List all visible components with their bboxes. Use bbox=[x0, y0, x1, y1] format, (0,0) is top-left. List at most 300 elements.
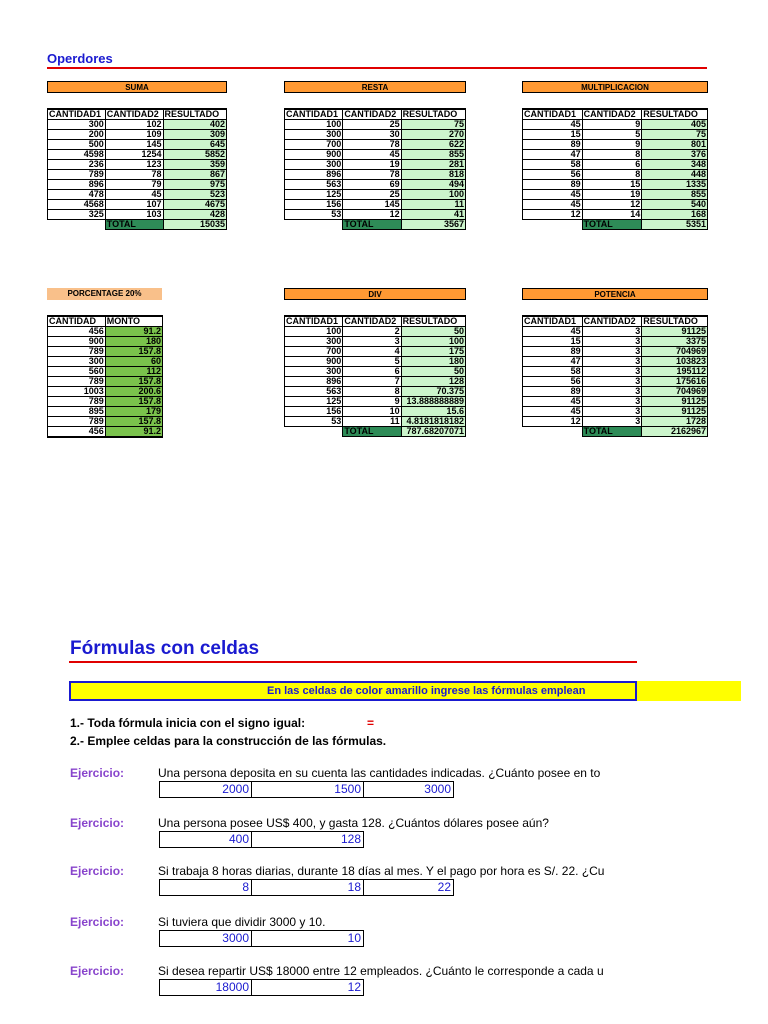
table-row bbox=[523, 120, 708, 130]
table-row bbox=[48, 180, 227, 190]
table-cell[interactable]: 109 bbox=[105, 130, 163, 140]
table-row bbox=[285, 180, 466, 190]
table-row bbox=[523, 367, 708, 377]
column-header: RESULTADO bbox=[642, 109, 708, 120]
porcentage-table bbox=[47, 315, 163, 438]
table-cell[interactable]: 12 bbox=[523, 210, 583, 220]
table-row bbox=[48, 347, 163, 357]
table-cell[interactable]: 704969 bbox=[642, 387, 708, 397]
table-cell[interactable]: 45 bbox=[523, 407, 583, 417]
table-cell[interactable]: 405 bbox=[642, 120, 708, 130]
porcentage-header: PORCENTAGE 20% bbox=[47, 288, 162, 300]
table-cell[interactable]: 4 bbox=[343, 347, 401, 357]
formulas-underline bbox=[69, 661, 637, 663]
table-cell[interactable]: 5852 bbox=[163, 150, 227, 160]
potencia-table bbox=[522, 315, 708, 437]
table-cell[interactable]: 128 bbox=[401, 377, 465, 387]
table-row bbox=[48, 210, 227, 220]
column-header: CANTIDAD1 bbox=[285, 109, 343, 120]
table-row bbox=[285, 417, 466, 427]
table-cell[interactable]: 30 bbox=[343, 130, 401, 140]
table-cell[interactable]: 89 bbox=[523, 347, 583, 357]
table-row bbox=[48, 170, 227, 180]
table-cell[interactable]: 45 bbox=[523, 327, 583, 337]
table-cell[interactable]: 175 bbox=[401, 347, 465, 357]
table-cell[interactable]: 5 bbox=[343, 357, 401, 367]
table-row bbox=[48, 190, 227, 200]
table-row bbox=[285, 377, 466, 387]
table-cell[interactable]: 4568 bbox=[48, 200, 106, 210]
table-cell[interactable]: 157.8 bbox=[105, 377, 162, 387]
table-cell[interactable]: 200.6 bbox=[105, 387, 162, 397]
header-row bbox=[285, 109, 466, 120]
table-cell[interactable]: 4.8181818182 bbox=[401, 417, 465, 427]
table-cell[interactable]: 58 bbox=[523, 160, 583, 170]
table-row bbox=[285, 130, 466, 140]
table-cell[interactable]: 47 bbox=[523, 150, 583, 160]
equal-sign: = bbox=[367, 716, 375, 730]
exercise-label: Ejercicio: bbox=[70, 864, 125, 878]
table-cell[interactable]: 789 bbox=[48, 170, 106, 180]
table-row bbox=[285, 190, 466, 200]
table-cell[interactable]: 13.888888889 bbox=[401, 397, 465, 407]
table-cell[interactable]: 78 bbox=[105, 170, 163, 180]
table-cell[interactable]: 8 bbox=[343, 387, 401, 397]
total-row bbox=[523, 220, 708, 230]
table-cell[interactable]: 89 bbox=[523, 140, 583, 150]
column-header: CANTIDAD1 bbox=[285, 316, 343, 327]
header-row bbox=[523, 316, 708, 327]
table-cell[interactable]: 45 bbox=[105, 190, 163, 200]
table-cell[interactable]: 103823 bbox=[642, 357, 708, 367]
table-cell[interactable]: 359 bbox=[163, 160, 227, 170]
table-cell[interactable]: 89 bbox=[523, 387, 583, 397]
column-header: CANTIDAD2 bbox=[582, 109, 642, 120]
table-cell[interactable]: 704969 bbox=[642, 347, 708, 357]
total-value[interactable]: 2162967 bbox=[642, 427, 708, 437]
table-cell[interactable]: 19 bbox=[582, 190, 642, 200]
table-cell[interactable]: 456 bbox=[48, 427, 106, 438]
table-cell[interactable]: 15 bbox=[582, 180, 642, 190]
table-cell[interactable]: 900 bbox=[285, 357, 343, 367]
table-cell[interactable]: 56 bbox=[523, 170, 583, 180]
exercise-cells bbox=[159, 930, 364, 947]
table-cell[interactable]: 100 bbox=[285, 120, 343, 130]
table-cell[interactable]: 3 bbox=[582, 357, 642, 367]
table-cell[interactable]: 523 bbox=[163, 190, 227, 200]
table-cell[interactable]: 3 bbox=[582, 397, 642, 407]
table-cell[interactable]: 9 bbox=[582, 120, 642, 130]
table-cell[interactable]: 125 bbox=[285, 397, 343, 407]
table-cell[interactable]: 179 bbox=[105, 407, 162, 417]
table-cell[interactable]: 145 bbox=[105, 140, 163, 150]
table-cell[interactable]: 47 bbox=[523, 357, 583, 367]
table-cell[interactable]: 8 bbox=[582, 150, 642, 160]
rule-2: 2.- Emplee celdas para la construcción de las fórmulas. bbox=[70, 734, 387, 748]
table-cell[interactable]: 89 bbox=[523, 180, 583, 190]
total-row bbox=[523, 427, 708, 437]
table-cell[interactable]: 540 bbox=[642, 200, 708, 210]
exercise-value-cell[interactable]: 400 bbox=[159, 831, 252, 848]
table-cell[interactable]: 12 bbox=[582, 200, 642, 210]
total-value[interactable]: 3567 bbox=[401, 220, 465, 230]
column-header: CANTIDAD1 bbox=[48, 109, 106, 120]
table-row bbox=[285, 140, 466, 150]
table-row bbox=[48, 130, 227, 140]
column-header: RESULTADO bbox=[163, 109, 227, 120]
total-value[interactable]: 15035 bbox=[163, 220, 227, 230]
exercise-value-cell[interactable]: 3000 bbox=[159, 930, 252, 947]
exercise-text: Si desea repartir US$ 18000 entre 12 empleados. ¿Cuánto le corresponde a cada u bbox=[158, 964, 604, 978]
table-row bbox=[285, 210, 466, 220]
table-cell[interactable]: 53 bbox=[285, 210, 343, 220]
header-row bbox=[48, 316, 163, 327]
empty-cell bbox=[523, 220, 583, 230]
table-cell[interactable]: 100 bbox=[285, 327, 343, 337]
exercise-text: Si tuviera que dividir 3000 y 10. bbox=[158, 915, 326, 929]
exercise-label: Ejercicio: bbox=[70, 915, 125, 929]
table-cell[interactable]: 12 bbox=[523, 417, 583, 427]
table-row bbox=[523, 130, 708, 140]
empty-cell bbox=[285, 427, 343, 437]
div-table bbox=[284, 315, 466, 437]
table-cell[interactable]: 402 bbox=[163, 120, 227, 130]
multiplicacion-table bbox=[522, 108, 708, 230]
exercise-value-cell[interactable]: 12 bbox=[252, 979, 364, 996]
table-cell[interactable]: 157.8 bbox=[105, 397, 162, 407]
table-cell[interactable]: 300 bbox=[285, 367, 343, 377]
exercise-label: Ejercicio: bbox=[70, 766, 125, 780]
table-row bbox=[48, 120, 227, 130]
table-cell[interactable]: 75 bbox=[401, 120, 465, 130]
column-header: RESULTADO bbox=[401, 109, 465, 120]
table-cell[interactable]: 3375 bbox=[642, 337, 708, 347]
table-cell[interactable]: 867 bbox=[163, 170, 227, 180]
exercise-value-cell[interactable]: 18 bbox=[252, 879, 364, 896]
table-cell[interactable]: 45 bbox=[523, 120, 583, 130]
exercise-value-cell[interactable]: 18000 bbox=[159, 979, 252, 996]
table-cell[interactable]: 896 bbox=[48, 180, 106, 190]
table-cell[interactable]: 3 bbox=[582, 407, 642, 417]
suma-table bbox=[47, 108, 227, 230]
table-row bbox=[48, 327, 163, 337]
empty-cell bbox=[285, 220, 343, 230]
table-cell[interactable]: 2 bbox=[343, 327, 401, 337]
table-cell[interactable]: 45 bbox=[523, 397, 583, 407]
table-cell[interactable]: 145 bbox=[343, 200, 401, 210]
table-cell[interactable]: 3 bbox=[582, 417, 642, 427]
table-cell[interactable]: 281 bbox=[401, 160, 465, 170]
table-cell[interactable]: 6 bbox=[343, 367, 401, 377]
table-cell[interactable]: 563 bbox=[285, 180, 343, 190]
column-header: CANTIDAD2 bbox=[343, 316, 401, 327]
table-row bbox=[48, 357, 163, 367]
table-cell[interactable]: 175616 bbox=[642, 377, 708, 387]
table-cell[interactable]: 15.6 bbox=[401, 407, 465, 417]
empty-cell bbox=[48, 220, 106, 230]
table-cell[interactable]: 500 bbox=[48, 140, 106, 150]
table-cell[interactable]: 12 bbox=[343, 210, 401, 220]
table-cell[interactable]: 855 bbox=[642, 190, 708, 200]
table-cell[interactable]: 789 bbox=[48, 377, 106, 387]
table-row bbox=[285, 170, 466, 180]
table-cell[interactable]: 102 bbox=[105, 120, 163, 130]
table-cell[interactable]: 801 bbox=[642, 140, 708, 150]
table-row bbox=[285, 407, 466, 417]
table-row bbox=[523, 387, 708, 397]
exercise-value-cell[interactable]: 22 bbox=[364, 879, 454, 896]
table-cell[interactable]: 300 bbox=[48, 120, 106, 130]
table-cell[interactable]: 156 bbox=[285, 200, 343, 210]
table-row bbox=[48, 417, 163, 427]
table-cell[interactable]: 975 bbox=[163, 180, 227, 190]
table-row bbox=[523, 160, 708, 170]
table-cell[interactable]: 69 bbox=[343, 180, 401, 190]
table-cell[interactable]: 3 bbox=[582, 347, 642, 357]
total-label: TOTAL bbox=[343, 220, 401, 230]
table-cell[interactable]: 896 bbox=[285, 170, 343, 180]
table-row bbox=[523, 357, 708, 367]
table-cell[interactable]: 25 bbox=[343, 120, 401, 130]
page-title: Operdores bbox=[47, 51, 113, 66]
table-cell[interactable]: 91125 bbox=[642, 397, 708, 407]
table-cell[interactable]: 309 bbox=[163, 130, 227, 140]
table-row bbox=[523, 417, 708, 427]
table-cell[interactable]: 622 bbox=[401, 140, 465, 150]
table-cell[interactable]: 78 bbox=[343, 170, 401, 180]
table-cell[interactable]: 700 bbox=[285, 140, 343, 150]
exercise-cells bbox=[159, 979, 364, 996]
table-cell[interactable]: 478 bbox=[48, 190, 106, 200]
table-cell[interactable]: 3 bbox=[582, 367, 642, 377]
table-cell[interactable]: 25 bbox=[343, 190, 401, 200]
table-cell[interactable]: 645 bbox=[163, 140, 227, 150]
div-header: DIV bbox=[284, 288, 466, 300]
table-cell[interactable]: 168 bbox=[642, 210, 708, 220]
table-cell[interactable]: 11 bbox=[343, 417, 401, 427]
table-cell[interactable]: 58 bbox=[523, 367, 583, 377]
table-cell[interactable]: 50 bbox=[401, 327, 465, 337]
table-row bbox=[285, 160, 466, 170]
column-header: CANTIDAD1 bbox=[523, 109, 583, 120]
table-row bbox=[48, 367, 163, 377]
table-row bbox=[48, 377, 163, 387]
exercise-value-cell[interactable]: 3000 bbox=[364, 781, 454, 798]
table-row bbox=[285, 367, 466, 377]
exercise-cells bbox=[159, 831, 364, 848]
total-label: TOTAL bbox=[582, 220, 642, 230]
table-cell[interactable]: 70.375 bbox=[401, 387, 465, 397]
table-cell[interactable]: 45 bbox=[343, 150, 401, 160]
resta-header: RESTA bbox=[284, 81, 466, 93]
table-cell[interactable]: 157.8 bbox=[105, 347, 162, 357]
table-cell[interactable]: 180 bbox=[401, 357, 465, 367]
total-row bbox=[285, 220, 466, 230]
table-cell[interactable]: 895 bbox=[48, 407, 106, 417]
table-row bbox=[523, 190, 708, 200]
table-cell[interactable]: 15 bbox=[523, 337, 583, 347]
table-cell[interactable]: 91125 bbox=[642, 407, 708, 417]
table-cell[interactable]: 236 bbox=[48, 160, 106, 170]
table-cell[interactable]: 325 bbox=[48, 210, 106, 220]
table-cell[interactable]: 428 bbox=[163, 210, 227, 220]
table-cell[interactable]: 100 bbox=[401, 337, 465, 347]
table-cell[interactable]: 50 bbox=[401, 367, 465, 377]
column-header: RESULTADO bbox=[642, 316, 708, 327]
table-cell[interactable]: 789 bbox=[48, 417, 106, 427]
table-cell[interactable]: 270 bbox=[401, 130, 465, 140]
table-cell[interactable]: 789 bbox=[48, 347, 106, 357]
table-cell[interactable]: 56 bbox=[523, 377, 583, 387]
table-cell[interactable]: 348 bbox=[642, 160, 708, 170]
exercise-cells bbox=[159, 781, 454, 798]
table-cell[interactable]: 91.2 bbox=[105, 327, 162, 337]
column-header: CANTIDAD bbox=[48, 316, 106, 327]
table-cell[interactable]: 1335 bbox=[642, 180, 708, 190]
column-header: CANTIDAD2 bbox=[105, 109, 163, 120]
table-cell[interactable]: 9 bbox=[582, 140, 642, 150]
table-cell[interactable]: 180 bbox=[105, 337, 162, 347]
table-cell[interactable]: 855 bbox=[401, 150, 465, 160]
table-row bbox=[48, 387, 163, 397]
table-cell[interactable]: 123 bbox=[105, 160, 163, 170]
table-cell[interactable]: 53 bbox=[285, 417, 343, 427]
resta-table bbox=[284, 108, 466, 230]
total-label: TOTAL bbox=[105, 220, 163, 230]
table-cell[interactable]: 818 bbox=[401, 170, 465, 180]
table-row bbox=[48, 140, 227, 150]
table-cell[interactable]: 19 bbox=[343, 160, 401, 170]
table-cell[interactable]: 896 bbox=[285, 377, 343, 387]
table-row bbox=[48, 200, 227, 210]
exercise-label: Ejercicio: bbox=[70, 816, 125, 830]
table-cell[interactable]: 1003 bbox=[48, 387, 106, 397]
empty-cell bbox=[523, 427, 583, 437]
table-cell[interactable]: 6 bbox=[582, 160, 642, 170]
table-row bbox=[285, 200, 466, 210]
exercise-value-cell[interactable]: 1500 bbox=[252, 781, 364, 798]
table-cell[interactable]: 45 bbox=[523, 200, 583, 210]
exercise-label: Ejercicio: bbox=[70, 964, 125, 978]
table-cell[interactable]: 456 bbox=[48, 327, 106, 337]
table-cell[interactable]: 900 bbox=[285, 150, 343, 160]
table-cell[interactable]: 15 bbox=[523, 130, 583, 140]
exercise-cells bbox=[159, 879, 454, 896]
table-cell[interactable]: 494 bbox=[401, 180, 465, 190]
total-value[interactable]: 5351 bbox=[642, 220, 708, 230]
header-row bbox=[285, 316, 466, 327]
formulas-title: Fórmulas con celdas bbox=[70, 638, 260, 659]
total-label: TOTAL bbox=[343, 427, 401, 437]
exercise-value-cell[interactable]: 128 bbox=[252, 831, 364, 848]
table-cell[interactable]: 107 bbox=[105, 200, 163, 210]
table-cell[interactable]: 300 bbox=[285, 160, 343, 170]
table-cell[interactable]: 45 bbox=[523, 190, 583, 200]
exercise-value-cell[interactable]: 8 bbox=[159, 879, 252, 896]
exercise-value-cell[interactable]: 2000 bbox=[159, 781, 252, 798]
table-cell[interactable]: 79 bbox=[105, 180, 163, 190]
total-row bbox=[285, 427, 466, 437]
exercise-text: Una persona posee US$ 400, y gasta 128. ¿Cuántos dólares posee aún? bbox=[158, 816, 549, 830]
table-cell[interactable]: 700 bbox=[285, 347, 343, 357]
table-row bbox=[285, 347, 466, 357]
table-cell[interactable]: 91.2 bbox=[105, 427, 162, 438]
table-cell[interactable]: 156 bbox=[285, 407, 343, 417]
table-cell[interactable]: 78 bbox=[343, 140, 401, 150]
table-cell[interactable]: 3 bbox=[582, 327, 642, 337]
table-row bbox=[523, 397, 708, 407]
table-cell[interactable]: 3 bbox=[343, 337, 401, 347]
table-cell[interactable]: 11 bbox=[401, 200, 465, 210]
potencia-header: POTENCIA bbox=[522, 288, 708, 300]
multiplicacion-header: MULTIPLICACION bbox=[522, 81, 708, 93]
table-cell[interactable]: 10 bbox=[343, 407, 401, 417]
table-row bbox=[48, 427, 163, 438]
column-header: CANTIDAD1 bbox=[523, 316, 583, 327]
table-cell[interactable]: 41 bbox=[401, 210, 465, 220]
column-header: CANTIDAD2 bbox=[582, 316, 642, 327]
exercise-value-cell[interactable]: 10 bbox=[252, 930, 364, 947]
table-row bbox=[285, 327, 466, 337]
table-cell[interactable]: 1254 bbox=[105, 150, 163, 160]
table-row bbox=[523, 327, 708, 337]
rule-1: 1.- Toda fórmula inicia con el signo igual: bbox=[70, 716, 306, 730]
total-label: TOTAL bbox=[582, 427, 642, 437]
table-row bbox=[523, 210, 708, 220]
table-cell[interactable]: 75 bbox=[642, 130, 708, 140]
table-cell[interactable]: 300 bbox=[48, 357, 106, 367]
table-cell[interactable]: 3 bbox=[582, 387, 642, 397]
column-header: RESULTADO bbox=[401, 316, 465, 327]
table-cell[interactable]: 448 bbox=[642, 170, 708, 180]
table-cell[interactable]: 200 bbox=[48, 130, 106, 140]
table-cell[interactable]: 376 bbox=[642, 150, 708, 160]
table-cell[interactable]: 4675 bbox=[163, 200, 227, 210]
table-cell[interactable]: 157.8 bbox=[105, 417, 162, 427]
exercise-text: Si trabaja 8 horas diarias, durante 18 días al mes. Y el pago por hora es S/. 22. ¿Cu bbox=[158, 864, 605, 878]
table-cell[interactable]: 125 bbox=[285, 190, 343, 200]
table-row bbox=[523, 150, 708, 160]
table-cell[interactable]: 789 bbox=[48, 397, 106, 407]
table-cell[interactable]: 3 bbox=[582, 377, 642, 387]
table-cell[interactable]: 8 bbox=[582, 170, 642, 180]
total-row bbox=[48, 220, 227, 230]
table-cell[interactable]: 5 bbox=[582, 130, 642, 140]
table-cell[interactable]: 3 bbox=[582, 337, 642, 347]
table-cell[interactable]: 112 bbox=[105, 367, 162, 377]
table-cell[interactable]: 14 bbox=[582, 210, 642, 220]
table-cell[interactable]: 103 bbox=[105, 210, 163, 220]
table-cell[interactable]: 100 bbox=[401, 190, 465, 200]
table-cell[interactable]: 195112 bbox=[642, 367, 708, 377]
table-cell[interactable]: 7 bbox=[343, 377, 401, 387]
table-cell[interactable]: 4598 bbox=[48, 150, 106, 160]
table-cell[interactable]: 300 bbox=[285, 130, 343, 140]
table-cell[interactable]: 91125 bbox=[642, 327, 708, 337]
table-cell[interactable]: 300 bbox=[285, 337, 343, 347]
title-underline bbox=[47, 67, 707, 69]
table-row bbox=[285, 357, 466, 367]
table-cell[interactable]: 60 bbox=[105, 357, 162, 367]
table-cell[interactable]: 560 bbox=[48, 367, 106, 377]
table-cell[interactable]: 1728 bbox=[642, 417, 708, 427]
table-cell[interactable]: 900 bbox=[48, 337, 106, 347]
total-value[interactable]: 787.68207071 bbox=[401, 427, 465, 437]
table-cell[interactable]: 9 bbox=[343, 397, 401, 407]
table-row bbox=[48, 150, 227, 160]
table-cell[interactable]: 563 bbox=[285, 387, 343, 397]
table-row bbox=[523, 170, 708, 180]
